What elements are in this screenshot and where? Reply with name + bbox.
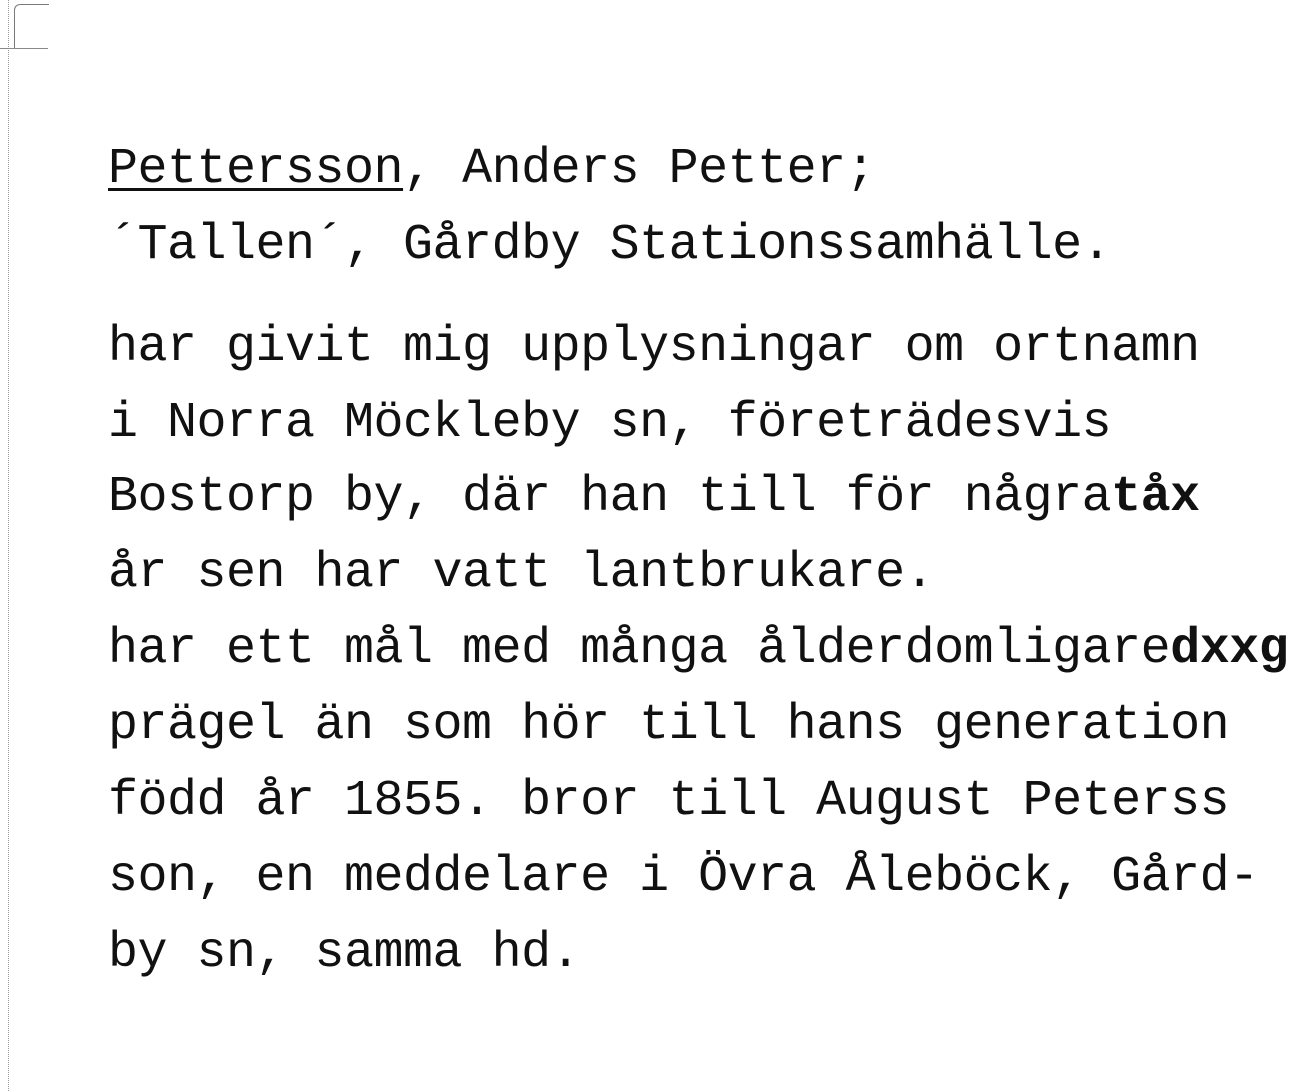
body-line-2: i Norra Möckleby sn, företrädesvis — [108, 395, 1112, 452]
typed-overstrike: dxxg — [1170, 621, 1289, 678]
body-line-8: son, en meddelare i Övra Åleböck, Gård- — [108, 849, 1259, 906]
body-line-5 — [108, 622, 1288, 678]
body-line-9: by sn, samma hd. — [108, 925, 581, 982]
body-line-1: har givit mig upplysningar om ortnamn — [108, 319, 1200, 376]
informant-given-names: , Anders Petter; — [403, 141, 876, 198]
body-line-7: född år 1855. bror till August Peterss — [108, 773, 1230, 830]
informant-surname: Pettersson — [108, 141, 404, 198]
informant-name-line — [108, 142, 875, 198]
body-line-5-text: har ett mål med många ålderdomligare — [108, 621, 1171, 678]
informant-address: ´Tallen´, Gårdby Stationssamhälle. — [108, 217, 1112, 274]
card-corner-mark — [14, 4, 49, 49]
typed-overstrike: tåx — [1111, 469, 1200, 526]
body-line-6: prägel än som hör till hans generation — [108, 697, 1230, 754]
body-line-3-text: Bostorp by, där han till för några — [108, 469, 1112, 526]
body-line-4: år sen har vatt lantbrukare. — [108, 545, 935, 602]
body-line-3 — [108, 470, 1200, 526]
card-edge-perforation — [8, 0, 9, 1091]
card-corner-tick — [0, 48, 48, 49]
